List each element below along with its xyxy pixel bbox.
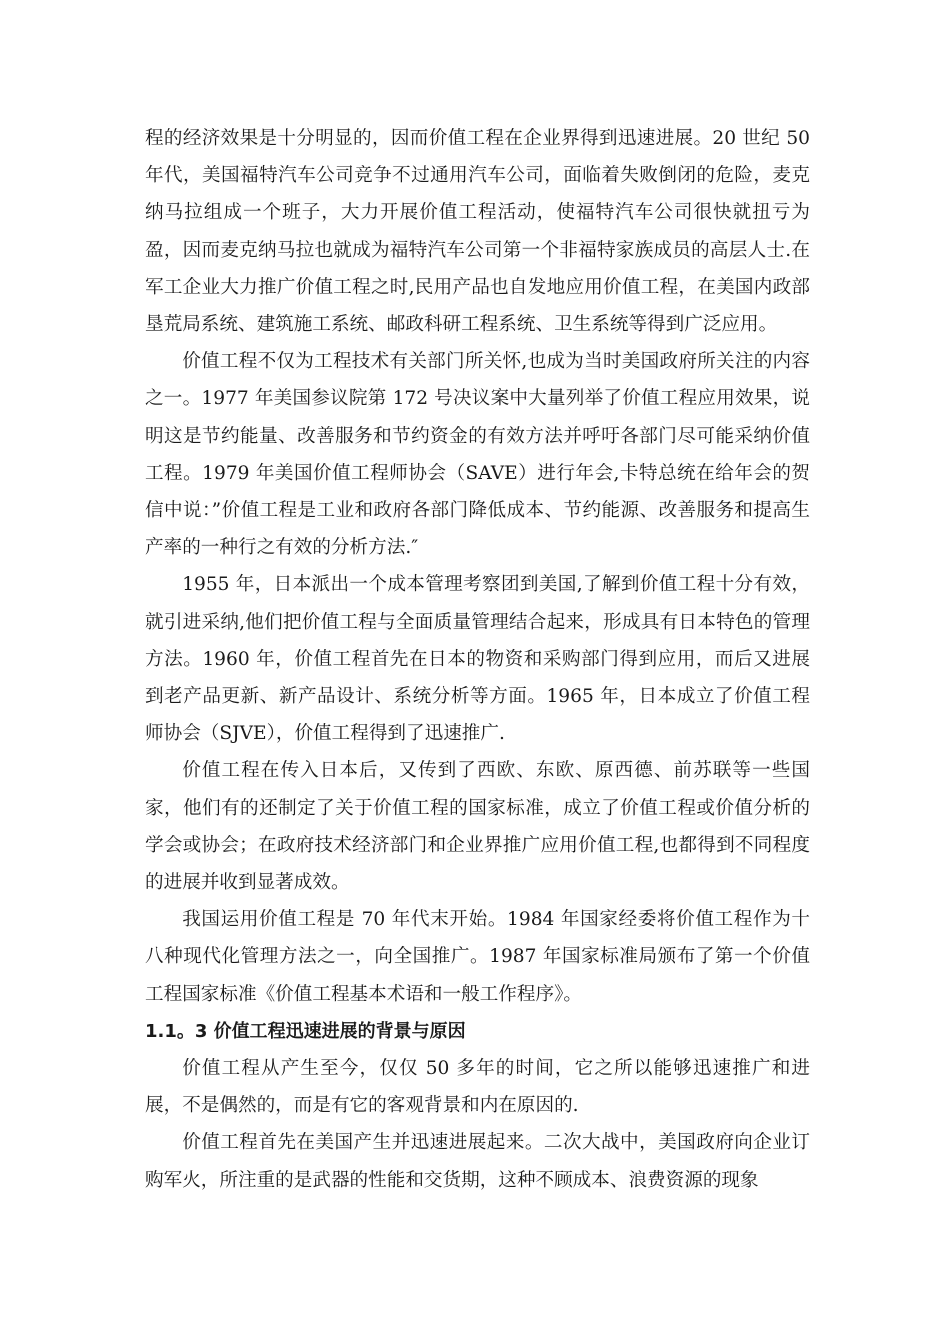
paragraph: 价值工程首先在美国产生并迅速进展起来。二次大战中，美国政府向企业订购军火，所注重的是武器的性能和交货期，这种不顾成本、浪费资源的现象: [145, 1132, 810, 1191]
paragraph: 价值工程不仅为工程技术有关部门所关怀,也成为当时美国政府所关注的内容之一。1977 年美国参议院第 172 号决议案中大量列举了价值工程应用效果，说明这是节约能量、改善服务和节约资金的有效方法并呼吁各部门尽可能采纳价值工程。1979 年美国价值工程师协会（SAVE）进行年会,卡特总统在给年会的贺信中说：”价值工程是工业和政府各部门降低成本、节约能源、改善服务和提高生产率的一种行之有效的分析方法.″: [145, 351, 810, 559]
paragraph-continued: 程的经济效果是十分明显的，因而价值工程在企业界得到迅速进展。20 世纪 50 年代，美国福特汽车公司竞争不过通用汽车公司，面临着失败倒闭的危险，麦克纳马拉组成一个班子，大力开展价值工程活动，使福特汽车公司很快就扭亏为盈，因而麦克纳马拉也就成为福特汽车公司第一个非福特家族成员的高层人士.在军工企业大力推广价值工程之时,民用产品也自发地应用价值工程，在美国内政部垦荒局系统、建筑施工系统、邮政科研工程系统、卫生系统等得到广泛应用。: [145, 128, 810, 336]
section-heading: 1.1。3 价值工程迅速进展的背景与原因: [145, 1020, 466, 1042]
document-body: [145, 120, 810, 1199]
paragraph: 价值工程从产生至今，仅仅 50 多年的时间，它之所以能够迅速推广和进展，不是偶然的，而是有它的客观背景和内在原因的.: [145, 1058, 810, 1117]
paragraph: 1955 年，日本派出一个成本管理考察团到美国,了解到价值工程十分有效，就引进采纳,他们把价值工程与全面质量管理结合起来，形成具有日本特色的管理方法。1960 年，价值工程首先在日本的物资和采购部门得到应用，而后又进展到老产品更新、新产品设计、系统分析等方面。1965 年，日本成立了价值工程师协会（SJVE），价值工程得到了迅速推广.: [145, 574, 810, 745]
paragraph: 我国运用价值工程是 70 年代末开始。1984 年国家经委将价值工程作为十八种现代化管理方法之一，向全国推广。1987 年国家标准局颁布了第一个价值工程国家标准《价值工程基本术语和一般工作程序》。: [145, 909, 810, 1005]
paragraph: 价值工程在传入日本后，又传到了西欧、东欧、原西德、前苏联等一些国家，他们有的还制定了关于价值工程的国家标准，成立了价值工程或价值分析的学会或协会；在政府技术经济部门和企业界推广应用价值工程,也都得到不同程度的进展并收到显著成效。: [145, 760, 810, 894]
